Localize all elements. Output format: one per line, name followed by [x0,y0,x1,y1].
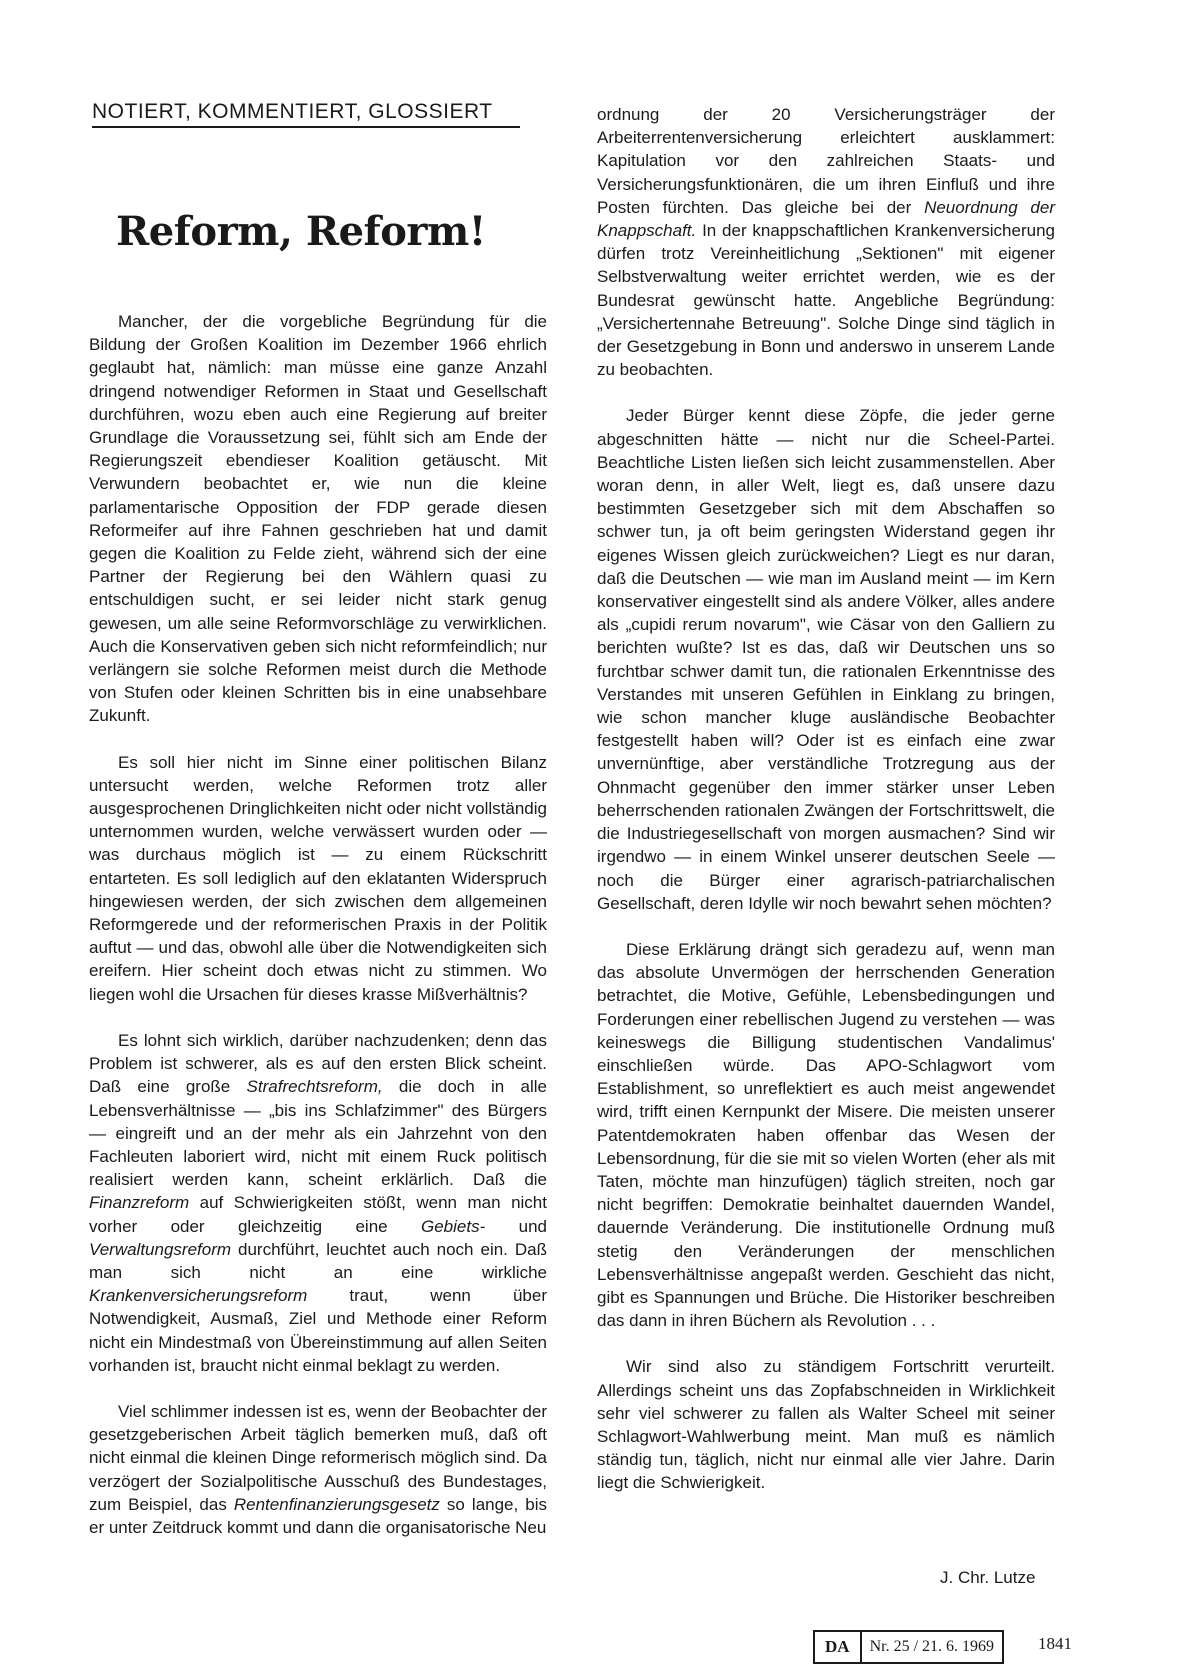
paragraph: Mancher, der die vorgebliche Begründung für die Bildung der Großen Koalition im Dezember 1966 ehrlich geglaubt hat, nämlich: man müsse eine ganze Anzahl dringend notwendiger Reformen in Staat und Gesellschaft durchführen, wozu eben auch eine Regierung auf breiter Grundlage die Voraussetzung sei, fühlt sich am Ende der Regierungszeit ebendieser Koalition getäuscht. Mit Verwundern beobachtet er, wie nun die kleine parlamentarische Opposition der FDP gerade diesen Reformeifer auf ihre Fahnen geschrieben hat und damit gegen die Koalition zu Felde zieht, während sich der eine Partner der Regierung bei den Wählern quasi zu entschuldigen sucht, er sei leider nicht stark genug gewesen, um alle seine Reformvorschläge zu verwirklichen. Auch die Konservativen geben sich nicht reformfeindlich; nur verlängern sie solche Reformen meist durch die Methode von Stufen oder kleinen Schritten bis in eine unabsehbare Zukunft. [89,312,547,726]
emphasis: Neuordnung der Knappschaft. [597,197,1055,241]
article-headline: Reform, Reform! [116,208,486,255]
paragraph: Wir sind also zu ständigem Fortschritt verurteilt. Allerdings scheint uns das Zopfabschneiden in Wirklichkeit sehr viel schwerer zu fallen als Walter Scheel mit seiner Schlagwort-Wahlwerbung meint. Man muß es nämlich ständig tun, täglich, nicht nur einmal alle vier Jahre. Darin liegt die Schwierigkeit. [597,1357,1055,1493]
emphasis: Strafrechtsreform, [246,1077,383,1097]
footer-issue-box [813,1630,1004,1664]
emphasis: Verwaltungsreform [89,1239,232,1259]
section-header: NOTIERT, KOMMENTIERT, GLOSSIERT [92,100,520,128]
paragraph: Es soll hier nicht im Sinne einer politischen Bilanz untersucht werden, welche Reformen trotz aller ausgesprochenen Dringlichkeiten nicht oder nicht vollständig unternommen wurden, welche verwässert wurden oder — was durchaus möglich ist — zu einem Rückschritt entarteten. Es soll lediglich auf den eklatanten Widerspruch hingewiesen werden, der sich zwischen dem allgemeinen Reformgerede und der reformerischen Praxis in der Politik auftut — und das, obwohl alle über die Notwendigkeiten sich ereifern. Hier scheint doch etwas nicht zu stimmen. Wo liegen wohl die Ursachen für dieses krasse Mißverhältnis? [89,752,547,1004]
author-signature: J. Chr. Lutze [940,1568,1036,1587]
paragraph: Es lohnt sich wirklich, darüber nachzudenken; denn das Problem ist schwerer, als es auf den ersten Blick scheint. Daß eine große Strafrechtsreform, die doch in alle Lebensverhältnisse — „bis ins Schlafzimmer" des Bürgers — eingreift und an der mehr als ein Jahrzehnt von den Fachleuten laboriert wird, nicht mit einem Ruck politisch realisiert werden kann, scheint erklärlich. Daß die Finanzreform auf Schwierigkeiten stößt, wenn man nicht vorher oder gleichzeitig eine Gebiets- und Verwaltungsreform durchführt, leuchtet auch noch ein. Daß man sich nicht an eine wirkliche Krankenversicherungsreform traut, wenn über Notwendigkeit, Ausmaß, Ziel und Methode einer Reform nicht ein Mindestmaß von Übereinstimmung auf allen Seiten vorhanden ist, braucht nicht einmal beklagt zu werden. [89,1030,547,1375]
issue-date: Nr. 25 / 21. 6. 1969 [869,1638,995,1655]
paragraph: Diese Erklärung drängt sich geradezu auf, wenn man das absolute Unvermögen der herrschenden Generation betrachtet, die Motive, Gefühle, Lebensbedingungen und Forderungen einer rebellischen Jugend zu verstehen — was keineswegs die Billigung studentischen Vandalimus' einschließen würde. Das APO-Schlagwort vom Establishment, so unreflektiert es auch meist angewendet wird, trifft einen Kernpunkt der Misere. Die meisten unserer Patentdemokraten haben offenbar das Wesen der Lebensordnung, für die sie mit so vielen Worten (eher als mit Taten, möchte man hinzufügen) täglich streiten, noch gar nicht begriffen: Demokratie beinhaltet dauernden Wandel, dauernde Veränderung. Die institutionelle Ordnung muß stetig den Veränderungen der menschlichen Lebensverhältnisse angepaßt werden. Geschieht das nicht, gibt es Spannungen und Brüche. Die Historiker beschreiben das dann in ihren Büchern als Revolution . . . [597,939,1055,1331]
page-number: 1841 [1038,1634,1072,1653]
article-column-right [597,103,1055,1518]
emphasis: Krankenversicherungsreform [89,1286,308,1306]
paragraph: ordnung der 20 Versicherungsträger der Arbeiterrentenversicherung erleichtert ausklammert: Kapitulation vor den zahlreichen Staats- und Versicherungsfunktionären, die um ihren Einfluß und ihre Posten fürchten. Das gleiche bei der Neuordnung der Knappschaft. In der knappschaftlichen Krankenversicherung dürfen trotz Vereinheitlichung „Sektionen" mit eigener Selbstverwaltung weiter errichtet werden, wie es der Bundesrat gewünscht hatte. Angebliche Begründung: „Versichertennahe Betreuung". Solche Dinge sind täglich in der Gesetzgebung in Bonn und anderswo in unserem Lande zu beobachten. [597,105,1055,380]
paragraph: Viel schlimmer indessen ist es, wenn der Beobachter der gesetzgeberischen Arbeit täglich bemerken muß, daß oft nicht einmal die kleinen Dinge reformerisch möglich sind. Da verzögert der Sozialpolitische Ausschuß des Bundestages, zum Beispiel, das Rentenfinanzierungsgesetz so lange, bis er unter Zeitdruck kommt und dann die organisatorische Neu [89,1401,547,1537]
emphasis: Gebiets- [421,1216,486,1236]
emphasis: Finanzreform [89,1193,190,1213]
paragraph: Jeder Bürger kennt diese Zöpfe, die jeder gerne abgeschnitten hätte — nicht nur die Scheel-Partei. Beachtliche Listen ließen sich leicht zusammenstellen. Aber woran denn, in aller Welt, liegt es, daß unsere dazu bestimmten Gesetzgeber sich mit dem Abschaffen so schwer tun, ja oft beim geringsten Widerstand gegen ihr eigenes Wissen gleich zurückweichen? Liegt es nur daran, daß die Deutschen — wie man im Ausland meint — im Kern konservativer eingestellt sind als andere Völker, alles andere als „cupidi rerum novarum", wie Cäsar von den Galliern zu berichten wußte? Ist es das, daß wir Deutschen uns so furchtbar schwer damit tun, die rationalen Erkenntnisse des Verstandes mit unseren Gefühlen in Einklang zu bringen, wie schon mancher kluge ausländische Beobachter festgestellt haben will? Oder ist es einfach eine zwar unvernünftige, aber verständliche Trotzregung aus der Ohnmacht gegenüber den immer stärker unser Leben beherrschenden rationalen Zwängen der Fortschrittswelt, die die Industriegesellschaft von morgen ausmachen? Sind wir irgendwo — in einem Winkel unserer deutschen Seele — noch die Bürger einer agrarisch-patriarchalischen Gesellschaft, deren Idylle wir noch bewahrt sehen möchten? [597,406,1055,913]
article-column-left [89,310,547,1562]
emphasis: Rentenfinanzierungsgesetz [233,1494,440,1514]
publication-logo: DA [815,1632,862,1662]
